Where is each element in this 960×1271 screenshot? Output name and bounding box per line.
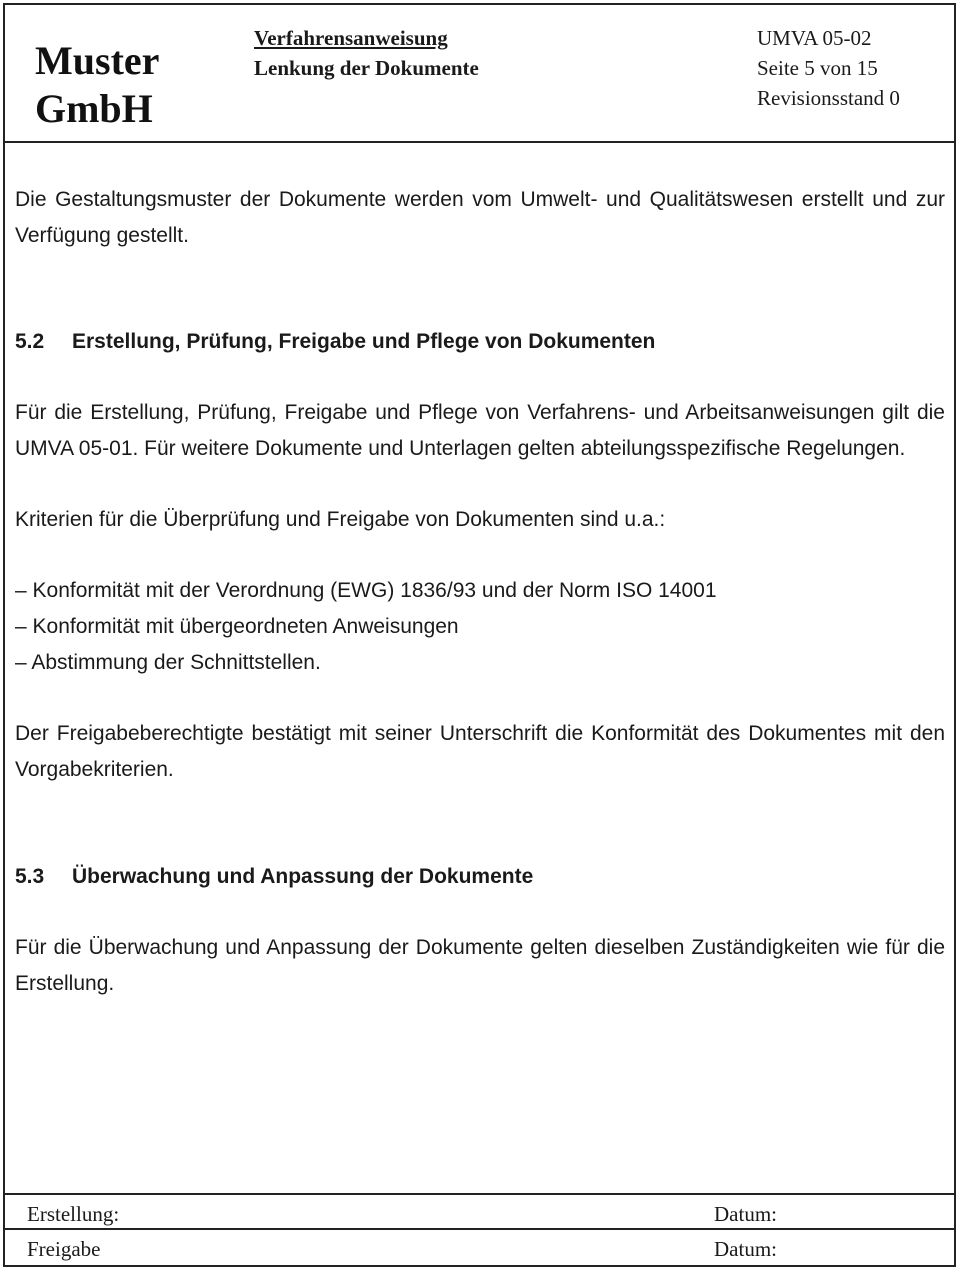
document-title-block [254, 23, 479, 83]
criteria-list [15, 573, 945, 681]
section-heading-5-2 [15, 324, 945, 360]
page-info: Seite 5 von 15 [757, 56, 878, 80]
section-title: Erstellung, Prüfung, Freigabe und Pflege von Dokumenten [72, 330, 656, 353]
document-title: Lenkung der Dokumente [254, 56, 479, 80]
section-number: 5.3 [15, 865, 45, 888]
criteria-intro: Kriterien für die Überprüfung und Freigabe von Dokumenten sind u.a.: [15, 508, 666, 531]
document-meta [757, 23, 900, 113]
section-title: Überwachung und Anpassung der Dokumente [72, 865, 534, 888]
signature-footer [3, 1193, 956, 1267]
company-name [35, 37, 159, 133]
creation-label: Erstellung: [27, 1202, 120, 1226]
creation-date-label: Datum: [714, 1202, 777, 1226]
company-name-line2: GmbH [35, 86, 153, 131]
document-type: Verfahrensanweisung [254, 26, 448, 50]
approval-paragraph: Der Freigabeberechtigte bestätigt mit seiner Unterschrift die Konformität des Dokumentes mit den Vorgabekriterien. [15, 722, 945, 781]
intro-paragraph: Die Gestaltungsmuster der Dokumente werden vom Umwelt- und Qualitätswesen erstellt und zur Verfügung gestellt. [15, 188, 945, 247]
release-row [3, 1230, 956, 1265]
document-id: UMVA 05-02 [757, 26, 872, 50]
release-label: Freigabe [27, 1237, 101, 1261]
company-name-line1: Muster [35, 38, 160, 83]
list-item: – Konformität mit übergeordneten Anweisungen [15, 615, 459, 638]
creation-row [3, 1195, 956, 1230]
document-header [3, 3, 956, 143]
section-number: 5.2 [15, 330, 45, 353]
section-heading-5-3 [15, 859, 945, 895]
document-body [15, 182, 945, 1002]
list-item: – Konformität mit der Verordnung (EWG) 1836/93 und der Norm ISO 14001 [15, 579, 717, 602]
section-5-2-paragraph: Für die Erstellung, Prüfung, Freigabe und Pflege von Verfahrens- und Arbeitsanweisungen gilt die UMVA 05-01. Für weitere Dokumente und Unterlagen gelten abteilungsspezifische Regelungen. [15, 401, 945, 460]
revision-status: Revisionsstand 0 [757, 86, 900, 110]
list-item: – Abstimmung der Schnittstellen. [15, 651, 321, 674]
section-5-3-paragraph: Für die Überwachung und Anpassung der Dokumente gelten dieselben Zuständigkeiten wie für die Erstellung. [15, 936, 945, 995]
release-date-label: Datum: [714, 1237, 777, 1261]
